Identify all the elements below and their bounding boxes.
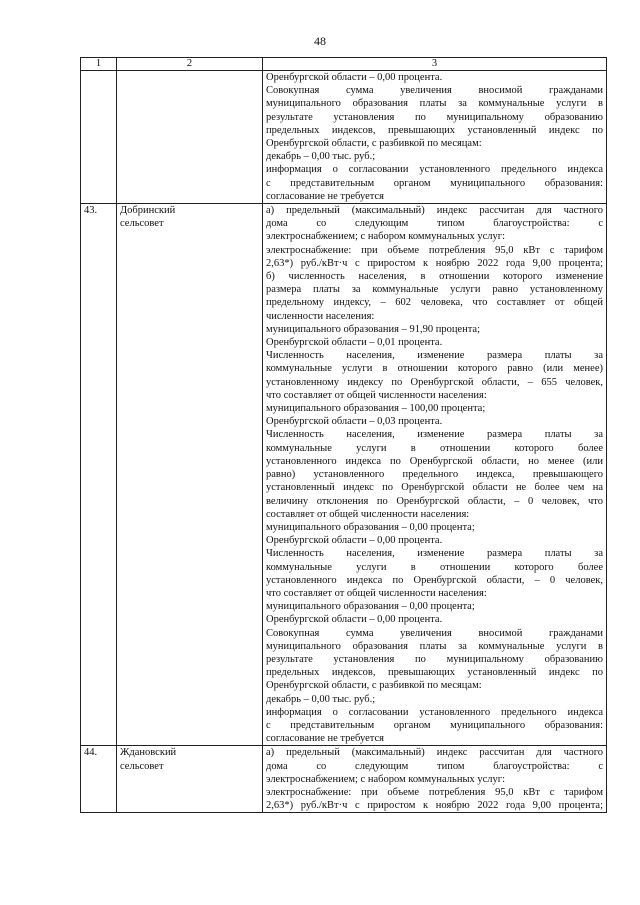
description-line: информация о согласовании установленного предельного индекса	[266, 706, 603, 718]
table-row	[81, 746, 607, 813]
description-line: с представительным органом муниципального образования:	[266, 177, 603, 189]
description-line: коммунальные услуги в отношении которого более	[266, 561, 603, 573]
description-line: электроснабжением; с набором коммунальных услуг:	[266, 773, 505, 785]
column-header-number: 1	[81, 58, 117, 71]
description-line: информация о согласовании установленного предельного индекса	[266, 164, 603, 176]
description-line: электроснабжение: при объеме потребления 95,0 кВт с тарифом	[266, 786, 603, 798]
description-line: Численность населения, изменение размера платы за	[266, 429, 603, 441]
description-line: что составляет от общей численности населения:	[266, 389, 487, 401]
description-line: декабрь – 0,00 тыс. руб.;	[266, 693, 376, 705]
description-line: коммунальные услуги в отношении которого равно (или менее)	[266, 363, 603, 375]
column-header-description: 3	[263, 58, 607, 71]
description-line: предельному индексу, – 602 человека, что составляет от общей	[266, 297, 603, 309]
row-number: 43.	[81, 204, 117, 746]
description-line: Оренбургской области, с разбивкой по месяцам:	[266, 138, 482, 150]
description-line: составляет от общей численности населения:	[266, 508, 470, 520]
page-number: 48	[314, 34, 326, 48]
description-cell	[263, 71, 607, 204]
description-line: Оренбургской области, с разбивкой по месяцам:	[266, 680, 482, 692]
description-line: Численность населения, изменение размера платы за	[266, 350, 603, 362]
description-line: Численность населения, изменение размера платы за	[266, 548, 603, 560]
municipality-name-line: сельсовет	[120, 218, 164, 230]
description-line: предельных индексов, превышающих установленный индекс по	[266, 667, 603, 679]
description-line: электроснабжением; с набором коммунальных услуг:	[266, 231, 505, 243]
description-line: результате установления по муниципальному образованию	[266, 653, 603, 665]
description-line: 2,63*) руб./кВт·ч с приростом к ноябрю 2022 года 9,00 процента;	[266, 800, 603, 812]
description-line: б) численность населения, в отношении которого изменение	[266, 271, 603, 283]
description-line: коммунальные услуги в отношении которого более	[266, 442, 603, 454]
description-line: а) предельный (максимальный) индекс рассчитан для частного	[266, 747, 603, 759]
municipality-name-line: сельсовет	[120, 760, 164, 772]
description-line: согласование не требуется	[266, 190, 384, 202]
description-line: Оренбургской области – 0,01 процента.	[266, 337, 443, 349]
description-line: что составляет от общей численности населения:	[266, 587, 487, 599]
description-line: Совокупная сумма увеличения вносимой гражданами	[266, 627, 603, 639]
description-line: предельных индексов, превышающих установленный индекс по	[266, 124, 603, 136]
description-line: Оренбургской области – 0,00 процента.	[266, 535, 443, 547]
description-line: Оренбургской области – 0,03 процента.	[266, 416, 443, 428]
description-line: муниципального образования – 0,00 процента;	[266, 601, 475, 613]
description-line: муниципального образования платы за коммунальные услуги в	[266, 98, 603, 110]
table-row	[81, 204, 607, 746]
description-line: размера платы за коммунальные услуги равно установленному	[266, 284, 603, 296]
description-line: муниципального образования – 91,90 процента;	[266, 323, 481, 335]
description-line: дома со следующим типом благоустройства: с	[266, 760, 603, 772]
municipality-cell	[117, 71, 263, 204]
description-line: установленный индекс по Оренбургской области не более чем на	[266, 482, 603, 494]
municipality-name-line: Ждановский	[120, 747, 177, 759]
description-line: муниципального образования платы за коммунальные услуги в	[266, 640, 603, 652]
description-line: муниципального образования – 0,00 процента;	[266, 521, 475, 533]
description-line: Оренбургской области – 0,00 процента.	[266, 72, 443, 83]
description-line: Совокупная сумма увеличения вносимой гражданами	[266, 85, 603, 97]
row-number	[81, 71, 117, 204]
municipality-cell	[117, 204, 263, 746]
description-cell	[263, 204, 607, 746]
description-line: установленного индекса по Оренбургской области, – 0 человек,	[266, 574, 603, 586]
table-row	[81, 71, 607, 204]
description-line: с представительным органом муниципального образования:	[266, 719, 603, 731]
table-header-row	[81, 58, 607, 71]
description-cell	[263, 746, 607, 813]
description-line: электроснабжение: при объеме потребления 95,0 кВт с тарифом	[266, 244, 603, 256]
row-number: 44.	[81, 746, 117, 813]
description-line: равно) установленного предельного индекса, превышающего	[266, 469, 603, 481]
description-line: установленному индексу по Оренбургской области, – 655 человек,	[266, 376, 603, 388]
description-line: муниципального образования – 100,00 процента;	[266, 403, 486, 415]
description-line: величину отклонения по Оренбургской области, – 0 человек, что	[266, 495, 603, 507]
municipality-cell	[117, 746, 263, 813]
column-header-name: 2	[117, 58, 263, 71]
description-line: 2,63*) руб./кВт·ч с приростом к ноябрю 2022 года 9,00 процента;	[266, 257, 603, 269]
description-line: установленного индекса по Оренбургской области, но менее (или	[266, 455, 603, 467]
description-line: результате установления по муниципальному образованию	[266, 111, 603, 123]
description-line: согласование не требуется	[266, 733, 384, 745]
description-line: а) предельный (максимальный) индекс рассчитан для частного	[266, 205, 603, 217]
description-line: Оренбургской области – 0,00 процента.	[266, 614, 443, 626]
description-line: декабрь – 0,00 тыс. руб.;	[266, 151, 376, 163]
municipality-name-line: Добринский	[120, 205, 176, 217]
description-line: дома со следующим типом благоустройства: с	[266, 218, 603, 230]
description-line: численности населения:	[266, 310, 375, 322]
tariff-index-table	[80, 57, 607, 813]
